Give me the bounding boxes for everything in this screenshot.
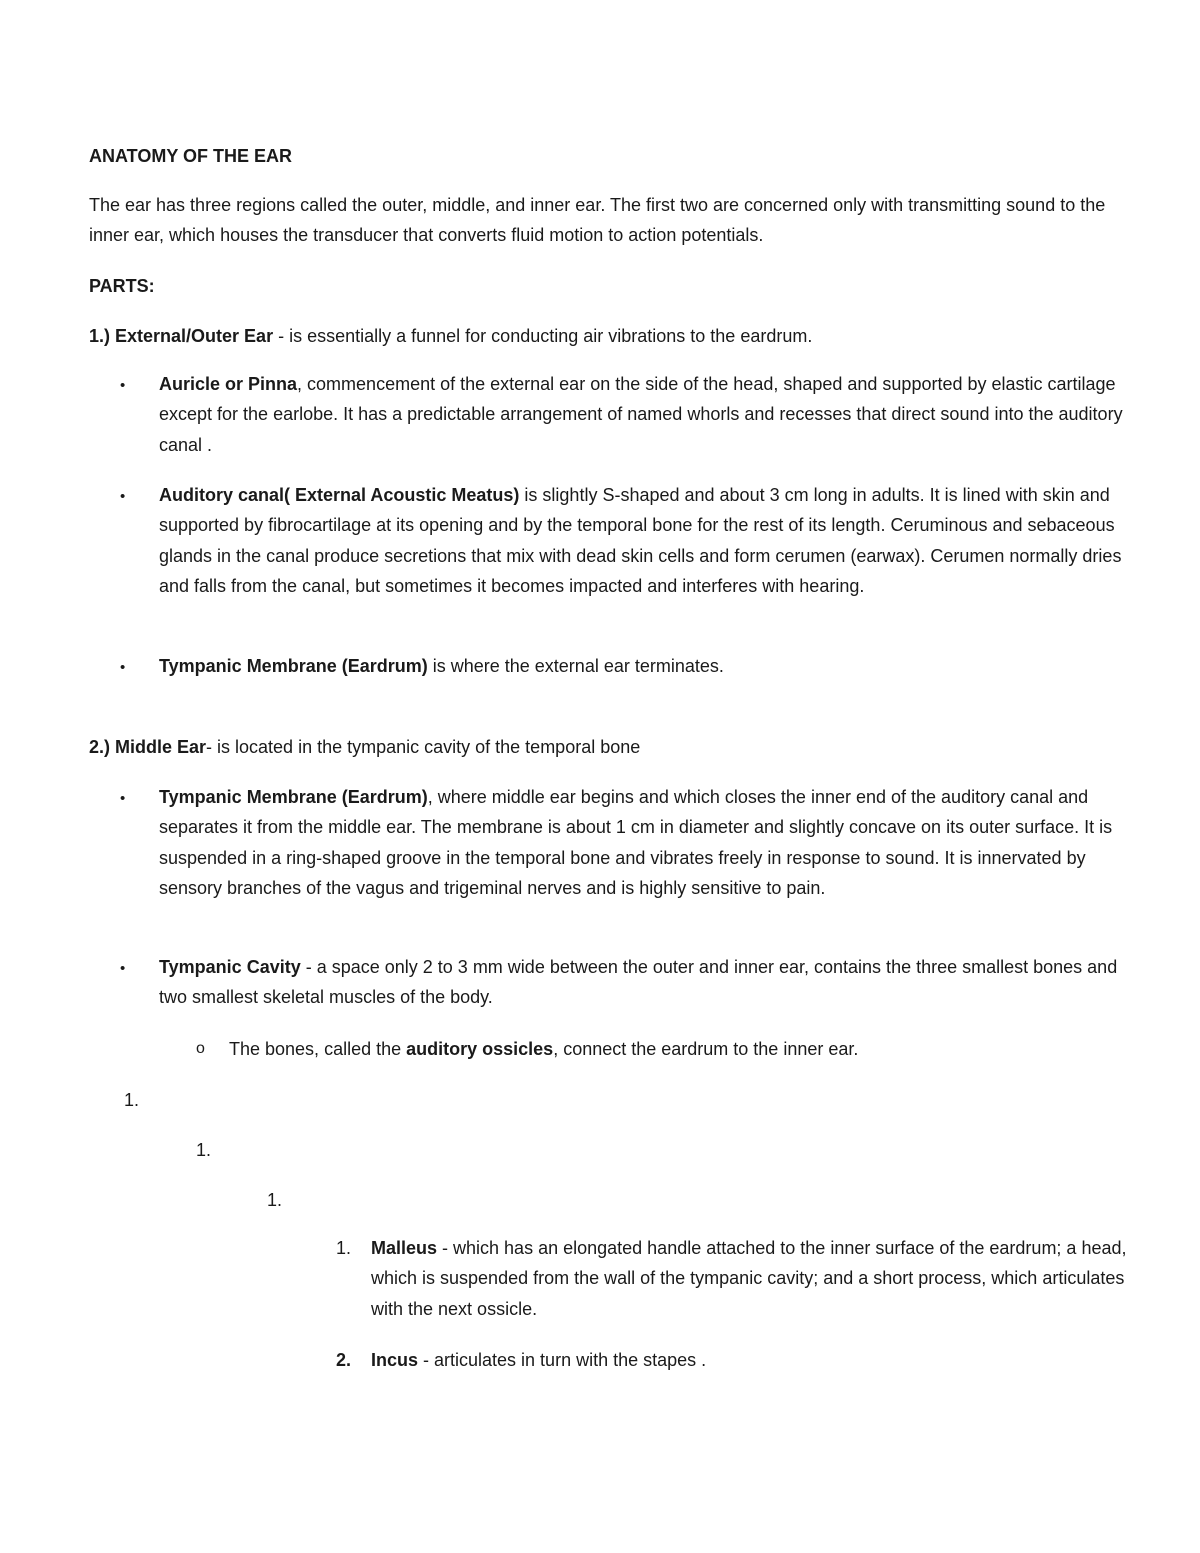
middle-item-tympanic-membrane: Tympanic Membrane (Eardrum), where middle ear begins and which closes the inner end of the auditory canal and separates it from the middle ear. The membrane is about 1 cm in diameter and slightly concave on its outer surface. It is suspended in a ring-shaped groove in the temporal bone and vibrates freely in response to sound. It is innervated by sensory branches of the vagus and trigeminal nerves and is highly sensitive to pain. <box>159 787 1113 898</box>
outer-item-tympanic-membrane: Tympanic Membrane (Eardrum) is where the external ear terminates. <box>159 656 724 676</box>
middle-item-tympanic-cavity: Tympanic Cavity - a space only 2 to 3 mm wide between the outer and inner ear, contains the three smallest bones and two smallest skeletal muscles of the body. <box>159 957 1118 1008</box>
outer-item-auditory-canal: Auditory canal( External Acoustic Meatus) is slightly S-shaped and about 3 cm long in adults. It is lined with skin and supported by fibrocartilage at its opening and by the temporal bone for the rest of its length. Ceruminous and sebaceous glands in the canal produce secretions that mix with dead skin cells and form cerumen (earwax). Cerumen normally dries and falls from the canal, but sometimes it becomes impacted and interferes with hearing. <box>159 485 1122 596</box>
empty-list-marker: 1. <box>196 1140 212 1160</box>
circle-bullet-icon: o <box>196 1040 205 1057</box>
intro-paragraph: The ear has three regions called the outer, middle, and inner ear. The first two are concerned only with transmitting sound to the inner ear, which houses the transducer that converts fluid motion to action potentials. <box>89 195 1106 246</box>
bullet-icon: • <box>120 377 126 394</box>
bullet-icon: • <box>120 790 126 807</box>
ossicles-subitem: The bones, called the auditory ossicles, connect the eardrum to the inner ear. <box>229 1039 859 1059</box>
bullet-icon: • <box>120 488 126 505</box>
document-title: ANATOMY OF THE EAR <box>89 146 293 166</box>
outer-item-auricle: Auricle or Pinna, commencement of the external ear on the side of the head, shaped and supported by elastic cartilage except for the earlobe. It has a predictable arrangement of named whorls and recesses that direct sound into the auditory canal . <box>159 374 1123 455</box>
empty-list-marker: 1. <box>124 1090 140 1110</box>
empty-list-marker: 1. <box>267 1190 283 1210</box>
ossicle-incus: Incus - articulates in turn with the stapes . <box>371 1350 707 1370</box>
bullet-icon: • <box>120 960 126 977</box>
parts-heading: PARTS: <box>89 276 155 296</box>
bullet-icon: • <box>120 659 126 676</box>
ossicle-malleus: Malleus - which has an elongated handle attached to the inner surface of the eardrum; a head, which is suspended from the wall of the tympanic cavity; and a short process, which articulates with the next ossicle. <box>371 1238 1127 1319</box>
outer-ear-heading: 1.) External/Outer Ear - is essentially a funnel for conducting air vibrations to the eardrum. <box>89 326 813 346</box>
middle-ear-heading: 2.) Middle Ear- is located in the tympanic cavity of the temporal bone <box>89 737 641 757</box>
ossicle-number: 2. <box>336 1350 352 1370</box>
ossicle-number: 1. <box>336 1238 352 1258</box>
